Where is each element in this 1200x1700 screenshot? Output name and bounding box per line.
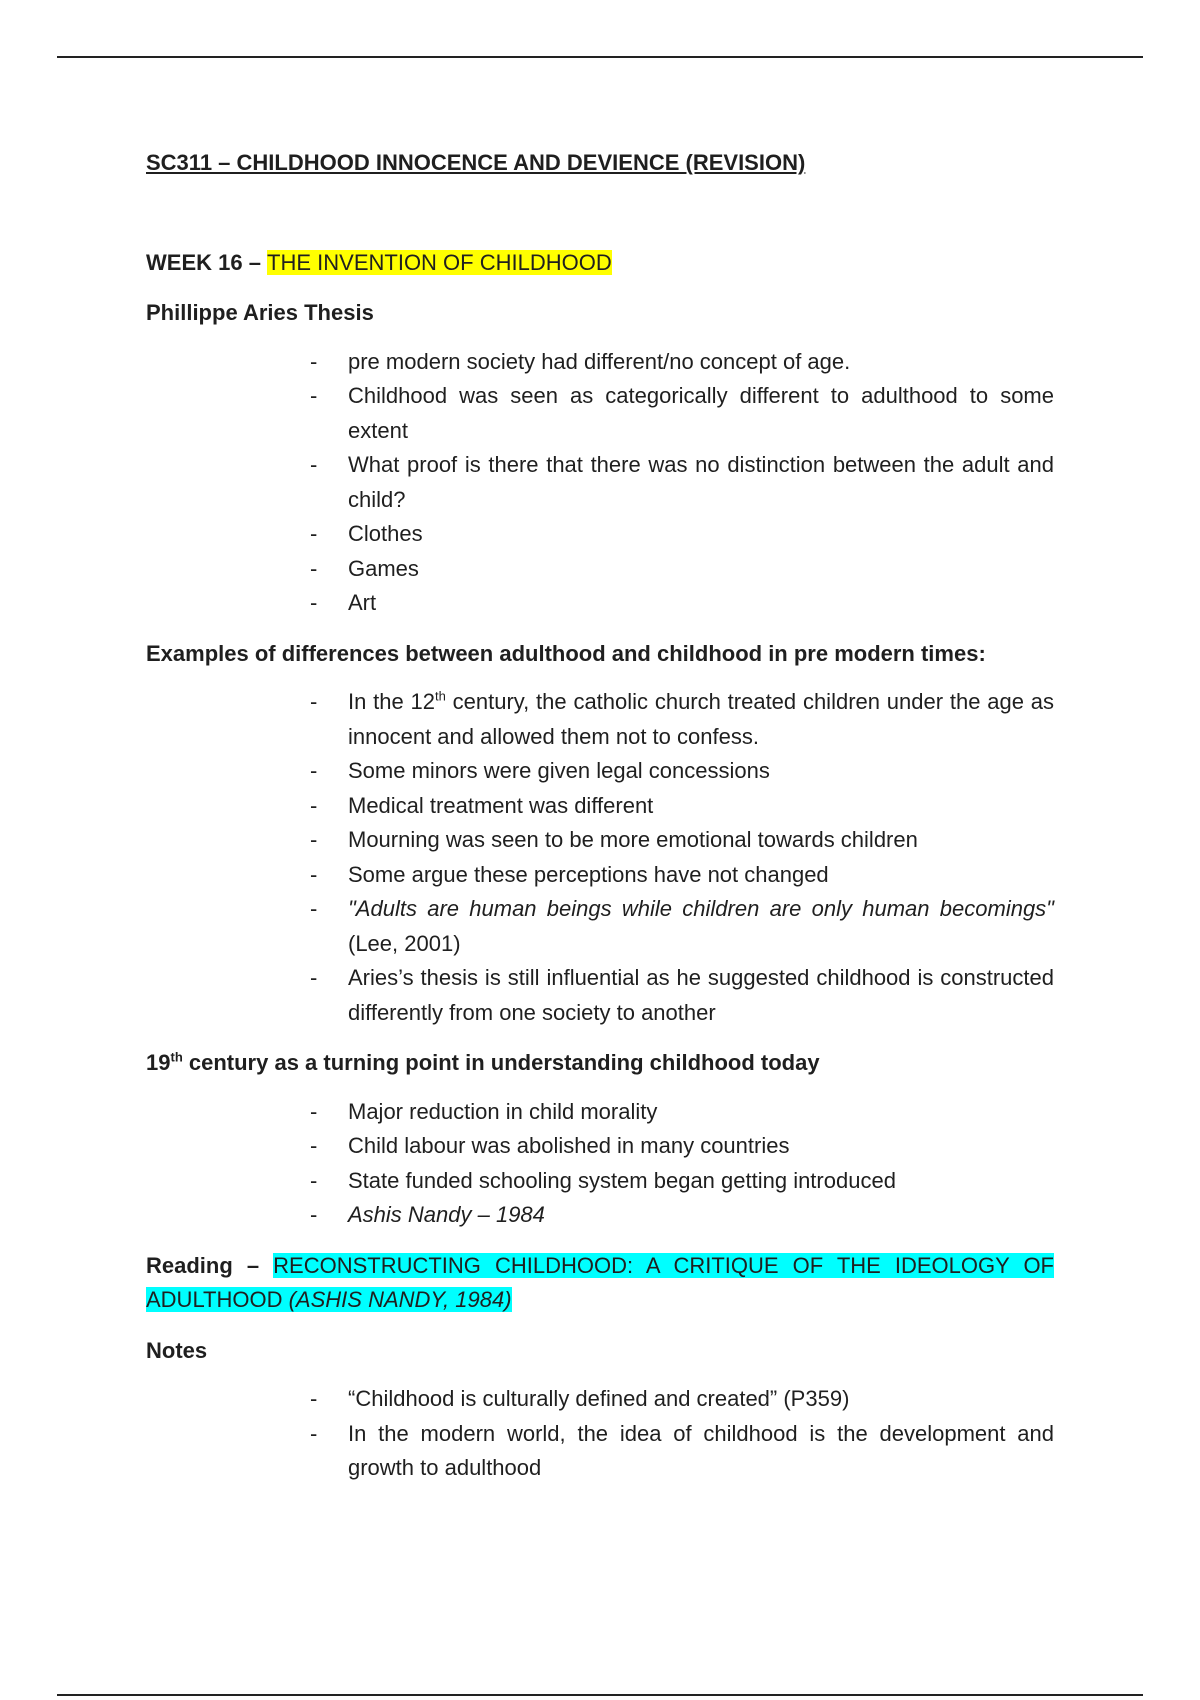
footer-rule [57,1694,1143,1696]
reading-citation: (ASHIS NANDY, 1984) [288,1287,512,1312]
list-item: - Some argue these perceptions have not changed [348,858,1054,893]
document-body [146,146,1054,1486]
list-item: - Art [348,586,1054,621]
week-prefix: WEEK 16 – [146,250,268,275]
superscript: th [435,688,446,704]
superscript: th [170,1049,183,1065]
item-text: century, the catholic church treated children under the age as innocent and allowed them not to confess. [348,689,1054,749]
italic-item: Ashis Nandy – 1984 [348,1202,545,1227]
list-item: - Mourning was seen to be more emotional towards children [348,823,1054,858]
aries-list [146,345,1054,621]
list-item [348,1198,1054,1233]
list-item: - Some minors were given legal concessions [348,754,1054,789]
list-item: - Child labour was abolished in many countries [348,1129,1054,1164]
list-item: - pre modern society had different/no concept of age. [348,345,1054,380]
aries-heading: Phillippe Aries Thesis [146,300,374,325]
list-item [348,685,1054,754]
reading-prefix: Reading – [146,1252,274,1278]
reading-title-highlight [146,1253,1054,1313]
list-item: - In the modern world, the idea of childhood is the development and growth to adulthood [348,1417,1054,1486]
list-item: - Major reduction in child morality [348,1095,1054,1130]
quote-text: "Adults are human beings while children are only human becomings" [348,896,1054,921]
reading-title: RECONSTRUCTING CHILDHOOD: A CRITIQUE OF THE IDEOLOGY OF ADULTHOOD [146,1252,1054,1312]
examples-list [146,685,1054,1030]
list-item: - Aries’s thesis is still influential as he suggested childhood is constructed differently from one society to another [348,961,1054,1030]
notes-list [146,1382,1054,1486]
turning-point-list [146,1095,1054,1233]
list-item: - Childhood was seen as categorically different to adulthood to some extent [348,379,1054,448]
quote-citation: (Lee, 2001) [348,930,461,956]
list-item [348,892,1054,961]
turning-point-heading [146,1046,1054,1081]
list-item: - Games [348,552,1054,587]
list-item: - State funded schooling system began getting introduced [348,1164,1054,1199]
header-rule [57,56,1143,58]
week-heading [146,246,1054,280]
reading-heading [146,1249,1054,1318]
notes-heading: Notes [146,1337,208,1363]
list-item: - “Childhood is culturally defined and created” (P359) [348,1382,1054,1417]
document-title: SC311 – CHILDHOOD INNOCENCE AND DEVIENCE (REVISION) [146,150,806,175]
list-item: - Medical treatment was different [348,789,1054,824]
examples-heading: Examples of differences between adulthood and childhood in pre modern times: [146,640,986,666]
item-text: In the 12 [348,689,435,714]
heading-text: 19 [146,1050,171,1075]
list-item: - Clothes [348,517,1054,552]
week-topic-highlight: THE INVENTION OF CHILDHOOD [267,250,612,275]
heading-text: century as a turning point in understanding childhood today [182,1050,820,1075]
list-item: - What proof is there that there was no distinction between the adult and child? [348,448,1054,517]
